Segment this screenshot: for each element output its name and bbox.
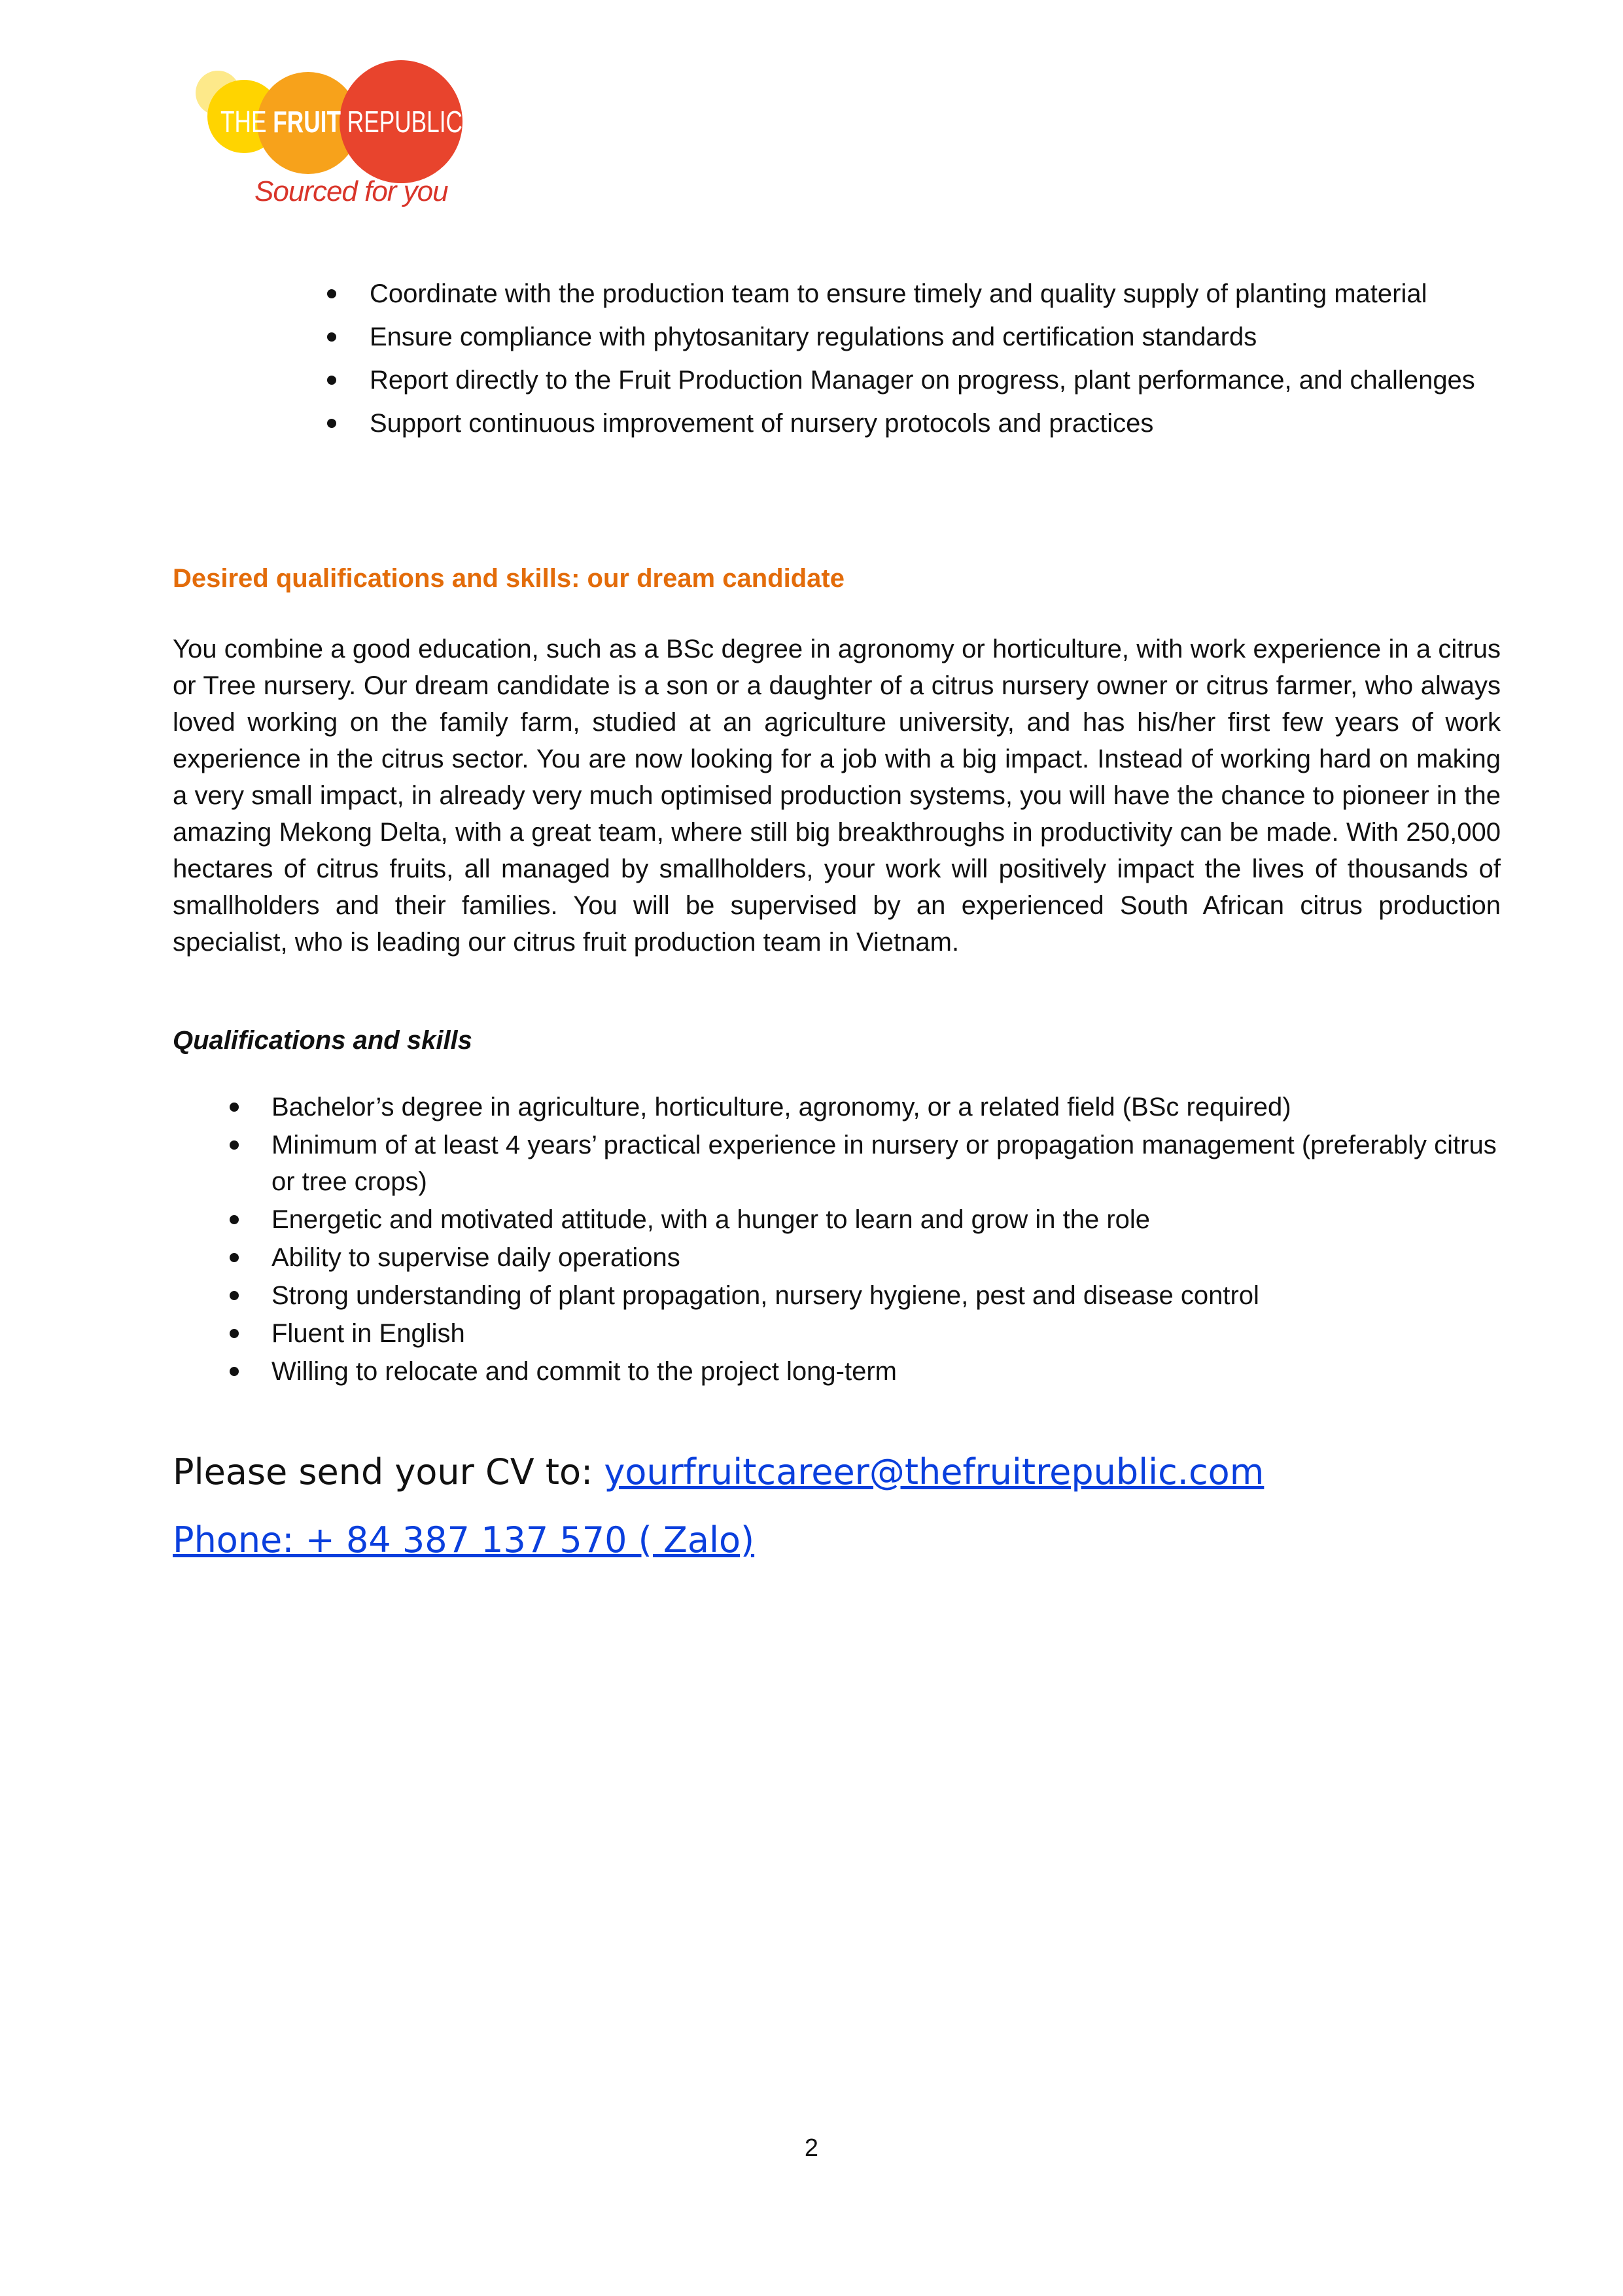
bullet-icon bbox=[230, 1291, 239, 1300]
cv-contact-line bbox=[173, 1451, 1264, 1492]
bullet-icon bbox=[230, 1329, 239, 1338]
list-item bbox=[271, 1277, 1514, 1314]
phone-link[interactable]: Phone: + 84 387 137 570 ( Zalo) bbox=[173, 1519, 755, 1561]
cv-prefix-text: Please send your CV to: bbox=[173, 1451, 604, 1492]
list-item bbox=[370, 362, 1482, 398]
list-item bbox=[370, 405, 1482, 442]
list-item bbox=[271, 1089, 1514, 1125]
list-item-text: Ensure compliance with phytosanitary regulations and certification standards bbox=[370, 323, 1257, 351]
qualifications-heading: Qualifications and skills bbox=[173, 1026, 472, 1055]
qualifications-list bbox=[271, 1089, 1514, 1391]
desired-qualifications-heading: Desired qualifications and skills: our dream candidate bbox=[173, 564, 845, 593]
bullet-icon bbox=[327, 376, 336, 385]
list-item-text: Minimum of at least 4 years’ practical experience in nursery or propagation management (preferably citrus or tree crops) bbox=[271, 1131, 1497, 1196]
list-item-text: Strong understanding of plant propagation, nursery hygiene, pest and disease control bbox=[271, 1281, 1259, 1310]
bullet-icon bbox=[327, 289, 336, 298]
bullet-icon bbox=[327, 332, 336, 342]
list-item-text: Ability to supervise daily operations bbox=[271, 1243, 680, 1272]
list-item-text: Fluent in English bbox=[271, 1319, 465, 1348]
list-item bbox=[271, 1239, 1514, 1276]
logo-tagline: Sourced for you bbox=[254, 175, 448, 207]
bullet-icon bbox=[327, 419, 336, 428]
bullet-icon bbox=[230, 1367, 239, 1376]
list-item-text: Willing to relocate and commit to the project long-term bbox=[271, 1357, 897, 1386]
list-item-text: Support continuous improvement of nursery protocols and practices bbox=[370, 409, 1154, 438]
list-item bbox=[370, 275, 1482, 312]
list-item-text: Report directly to the Fruit Production Manager on progress, plant performance, and challenges bbox=[370, 366, 1475, 395]
list-item-text: Bachelor’s degree in agriculture, horticulture, agronomy, or a related field (BSc required) bbox=[271, 1093, 1291, 1122]
page-number: 2 bbox=[804, 2134, 819, 2162]
logo-circles-graphic bbox=[186, 60, 500, 178]
responsibilities-list bbox=[370, 275, 1482, 448]
list-item-text: Energetic and motivated attitude, with a hunger to learn and grow in the role bbox=[271, 1205, 1151, 1234]
list-item bbox=[271, 1353, 1514, 1390]
list-item bbox=[271, 1201, 1514, 1238]
bullet-icon bbox=[230, 1253, 239, 1262]
bullet-icon bbox=[230, 1140, 239, 1150]
list-item bbox=[370, 319, 1482, 355]
list-item bbox=[271, 1127, 1514, 1200]
email-link[interactable]: yourfruitcareer@thefruitrepublic.com bbox=[604, 1451, 1265, 1492]
list-item bbox=[271, 1315, 1514, 1352]
dream-candidate-paragraph: You combine a good education, such as a BSc degree in agronomy or horticulture, with work experience in a citrus or Tree nursery. Our dream candidate is a son or a daughter of a citrus nursery owner or citrus farmer, who always loved working on the family farm, studied at an agriculture university, and has his/her first few years of work experience in the citrus sector. You are now looking for a job with a big impact. Instead of working hard on making a very small impact, in already very much optimised production systems, you will have the chance to pioneer in the amazing Mekong Delta, with a great team, where still big breakthroughs in productivity can be made. With 250,000 hectares of citrus fruits, all managed by smallholders, your work will positively impact the lives of thousands of smallholders and their families. You will be supervised by an experienced South African citrus production specialist, who is leading our citrus fruit production team in Vietnam. bbox=[173, 635, 1501, 957]
list-item-text: Coordinate with the production team to ensure timely and quality supply of planting material bbox=[370, 279, 1427, 308]
bullet-icon bbox=[230, 1103, 239, 1112]
logo-wordmark: THE FRUIT REPUBLIC bbox=[220, 105, 500, 139]
bullet-icon bbox=[230, 1215, 239, 1224]
